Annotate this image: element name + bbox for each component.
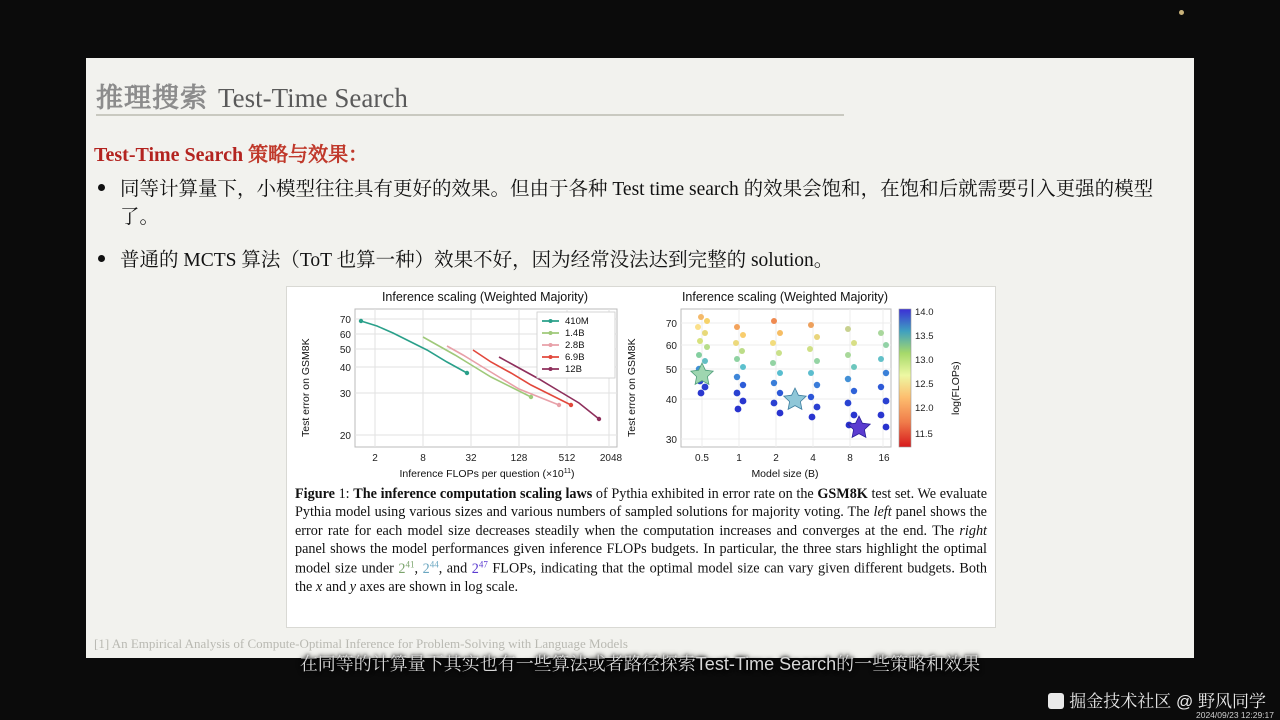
svg-text:2: 2	[773, 453, 779, 464]
svg-text:40: 40	[339, 363, 351, 374]
logo-icon	[1048, 693, 1064, 709]
svg-text:1: 1	[736, 453, 742, 464]
svg-text:13.5: 13.5	[915, 331, 934, 342]
watermark-text: 掘金技术社区 @ 野风同学	[1069, 692, 1266, 711]
reference-footnote: [1] An Empirical Analysis of Compute-Optimal Inference for Problem-Solving with Language Models	[94, 636, 628, 651]
recording-indicator-dot	[1179, 10, 1184, 15]
bullet-text: 普通的 MCTS 算法（ToT 也算一种）效果不好，因为经常没法达到完整的 solution。	[120, 249, 834, 271]
svg-text:2.8B: 2.8B	[565, 340, 585, 351]
svg-text:30: 30	[665, 435, 677, 446]
bullet-dot-icon	[98, 184, 105, 191]
svg-text:20: 20	[339, 431, 351, 442]
slide-title-en: Test-Time Search	[218, 83, 408, 113]
svg-text:8: 8	[847, 453, 853, 464]
svg-text:50: 50	[339, 345, 351, 356]
right-chart	[626, 290, 962, 480]
svg-text:410M: 410M	[565, 316, 589, 327]
svg-text:70: 70	[339, 315, 351, 326]
svg-text:Inference scaling (Weighted Ma: Inference scaling (Weighted Majority)	[381, 290, 589, 304]
title-divider	[96, 114, 844, 116]
svg-text:12.0: 12.0	[915, 403, 934, 414]
section-subheading-cn: 策略与效果：	[248, 144, 369, 166]
svg-text:Test error on GSM8K: Test error on GSM8K	[300, 338, 312, 437]
svg-text:60: 60	[339, 330, 351, 341]
svg-text:log(FLOPs): log(FLOPs)	[950, 361, 962, 415]
section-subheading	[94, 138, 368, 167]
list-item	[94, 247, 1184, 275]
figure-container	[286, 286, 996, 628]
svg-text:6.9B: 6.9B	[565, 352, 585, 363]
svg-text:8: 8	[420, 453, 426, 464]
channel-watermark	[1048, 687, 1266, 712]
figure-charts	[287, 287, 993, 483]
timestamp: 2024/09/23 12:29:17	[1196, 710, 1274, 720]
svg-text:70: 70	[665, 319, 677, 330]
slide-title-cn: 推理搜索	[96, 83, 208, 113]
svg-text:1.4B: 1.4B	[565, 328, 585, 339]
svg-text:30: 30	[339, 389, 351, 400]
svg-text:32: 32	[465, 453, 477, 464]
svg-text:2: 2	[372, 453, 378, 464]
svg-text:60: 60	[665, 341, 677, 352]
slide-canvas	[86, 58, 1194, 658]
bullet-text: 同等计算量下，小模型往往具有更好的效果。但由于各种 Test time search 的效果会饱和，在饱和后就需要引入更强的模型了。	[120, 179, 1154, 229]
bullet-dot-icon	[98, 255, 105, 262]
list-item	[94, 176, 1184, 233]
svg-text:128: 128	[510, 453, 528, 464]
svg-text:Model size (B): Model size (B)	[751, 468, 819, 480]
svg-text:0.5: 0.5	[695, 453, 709, 464]
svg-text:2048: 2048	[599, 453, 623, 464]
svg-text:Test error on GSM8K: Test error on GSM8K	[626, 338, 638, 437]
svg-text:Inference FLOPs per question (: Inference FLOPs per question $(\times 10^{11})$	[399, 468, 575, 480]
figure-caption: Figure 1: The inference computation scaling laws of Pythia exhibited in error rate on the GSM8K test set. We evaluate Pythia model using various sizes and various numbers of sampled solutions for majority voting. The left panel shows the error rate for each model size decreases steadily when the computation increases and converges at the end. The right panel shows the model performances given inference FLOPs budgets. In particular, the three stars highlight the optimal model size under $2^{41}$, $2^{44}$, and $2^{47}$ FLOPs, indicating that the optimal model size can vary given different budgets. Both the x and y axes are shown in log scale.	[295, 486, 987, 595]
slide-title	[96, 76, 1096, 115]
video-subtitle: 在同等的计算量下其实也有一些算法或者路径探索Test-Time Search的一些策略和效果	[299, 654, 981, 674]
svg-text:4: 4	[810, 453, 816, 464]
section-subheading-en: Test-Time Search	[94, 144, 249, 166]
svg-text:512: 512	[558, 453, 576, 464]
svg-text:12B: 12B	[565, 364, 582, 375]
bullet-list	[94, 176, 1184, 289]
svg-text:Inference scaling (Weighted Ma: Inference scaling (Weighted Majority)	[681, 290, 889, 304]
svg-text:50: 50	[665, 365, 677, 376]
svg-text:11.5: 11.5	[915, 429, 933, 440]
svg-text:13.0: 13.0	[915, 355, 934, 366]
left-chart	[300, 290, 623, 480]
svg-text:40: 40	[665, 395, 677, 406]
svg-text:16: 16	[878, 453, 890, 464]
svg-text:12.5: 12.5	[915, 379, 934, 390]
svg-text:14.0: 14.0	[915, 307, 934, 318]
